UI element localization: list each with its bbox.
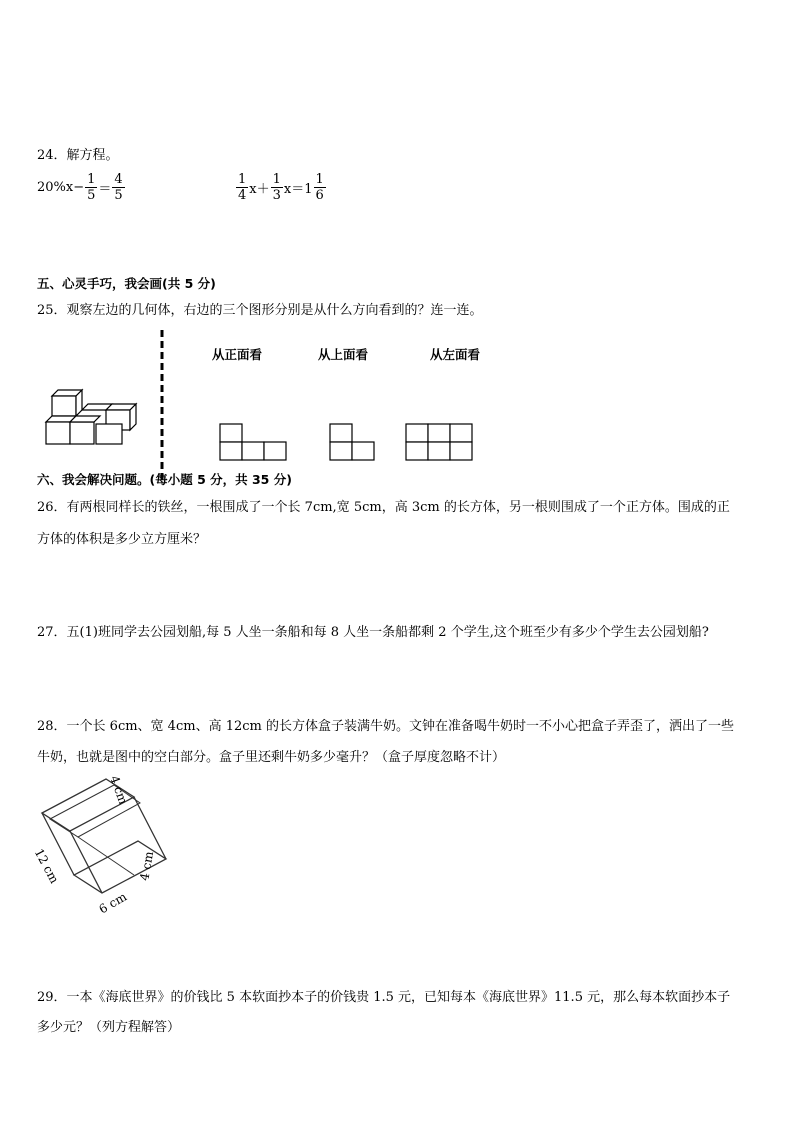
box-label-right: 4 cm <box>137 850 157 882</box>
view-shape-3 <box>405 423 477 463</box>
eq2-mid: x＋ <box>249 182 270 197</box>
eq2-fraction-2: $\frac{1}{3}$ <box>272 172 281 203</box>
view-label-left: 从左面看 <box>430 347 481 362</box>
view-shape-1 <box>219 423 289 463</box>
q29-line-1: 29．一本《海底世界》的价钱比 5 本软面抄本子的价钱贵 1.5 元，已知每本《海底世界》11.5 元，那么每本软面抄本子 <box>37 990 731 1005</box>
q26-line-2: 方体的体积是多少立方厘米？ <box>37 532 207 547</box>
q27-text: 27．五(1)班同学去公园划船,每 5 人坐一条船和每 8 人坐一条船都剩 2 个学生,这个班至少有多少个学生去公园划船? <box>37 625 709 640</box>
milk-box-figure <box>30 775 170 915</box>
equation-1 <box>37 172 126 203</box>
view-shape-2 <box>329 423 379 463</box>
q28-line-2: 牛奶，也就是图中的空白部分。盒子里还剩牛奶多少毫升？（盒子厚度忽略不计） <box>37 750 506 765</box>
cube-stack-figure <box>40 388 140 448</box>
eq2-fraction-3: $\frac{1}{6}$ <box>315 172 324 203</box>
box-label-top: 4 cm <box>107 773 131 807</box>
eq2-fraction-1: $\frac{1}{4}$ <box>238 172 247 203</box>
view-label-front: 从正面看 <box>212 347 263 362</box>
view-label-top: 从上面看 <box>318 347 369 362</box>
q24-heading: 24．解方程。 <box>37 148 119 163</box>
q26-line-1: 26．有两根同样长的铁丝，一根围成了一个长 7cm,宽 5cm，高 3cm 的长方体，另一根则围成了一个正方体。围成的正 <box>37 500 730 515</box>
section-5-title: 五、心灵手巧，我会画(共 5 分) <box>37 276 216 291</box>
eq1-equals: ＝ <box>98 182 112 197</box>
box-label-left: 12 cm <box>31 846 62 886</box>
eq1-lead: 20%x− <box>37 180 85 195</box>
q25-text: 25．观察左边的几何体，右边的三个图形分别是从什么方向看到的？连一连。 <box>37 303 483 318</box>
dashed-divider <box>160 330 166 480</box>
equation-2 <box>235 172 327 203</box>
eq1-fraction-2: $\frac{4}{5}$ <box>114 172 123 203</box>
eq1-fraction-1: $\frac{1}{5}$ <box>87 172 96 203</box>
eq2-tail: x＝1 <box>283 182 313 197</box>
box-label-bottom: 6 cm <box>96 889 130 917</box>
q29-line-2: 多少元？（列方程解答） <box>37 1020 181 1035</box>
q28-line-1: 28．一个长 6cm、宽 4cm、高 12cm 的长方体盒子装满牛奶。文钟在准备喝牛奶时一不小心把盒子弄歪了，洒出了一些 <box>37 719 734 734</box>
section-6-title: 六、我会解决问题。(每小题 5 分，共 35 分) <box>37 472 292 487</box>
